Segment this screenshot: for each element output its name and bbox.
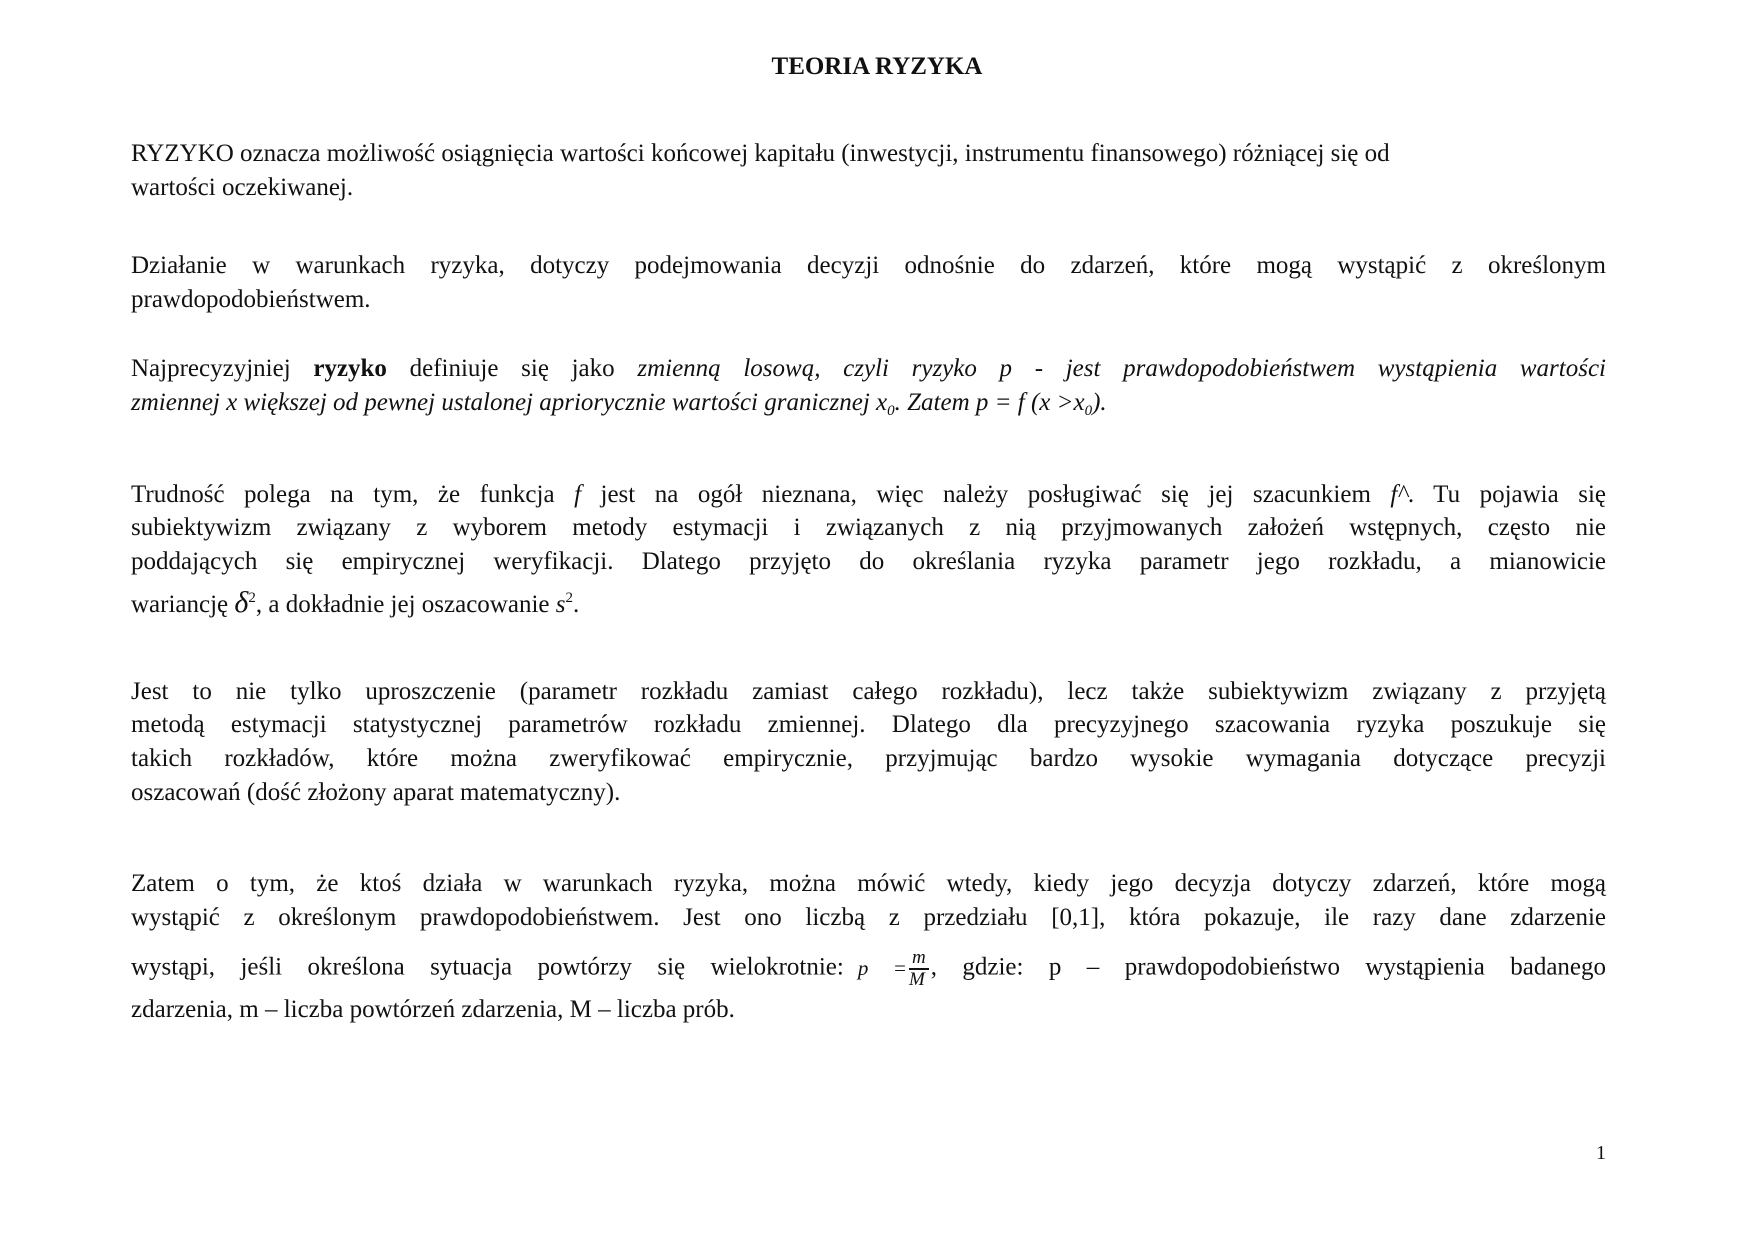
text-line — [131, 137, 1606, 171]
formula-text: p = — [857, 955, 907, 980]
text-run: , a dokładnie jej oszacowanie — [255, 591, 556, 618]
text-run: RYZYKO oznacza możliwość osiągnięcia wartości końcowej kapitału (inwestycji, instrumentu finansowego) różniącej się od — [131, 140, 1390, 167]
italic-text: s — [555, 591, 566, 618]
text-run: wystąpić z określonym prawdopodobieństwem. Jest ono liczbą z przedziału [0,1], która pokazuje, ile razy dane zdarzenie — [131, 904, 1606, 931]
fraction-numerator: m — [909, 948, 929, 970]
text-run: oszacowań (dość złożony aparat matematyczny). — [131, 779, 621, 806]
text-run: zdarzenia, m – liczba powtórzeń zdarzenia, M – liczba prób. — [131, 996, 735, 1023]
text-line — [131, 581, 1606, 619]
text-line — [131, 545, 1606, 579]
delta-symbol: δ — [234, 586, 249, 619]
text-run: subiektywizm związany z wyborem metody estymacji i związanych z nią przyjmowanych założeń wstępnych, często nie — [131, 514, 1606, 541]
text-run: jest na ogół nieznana, więc należy posługiwać się jej szacunkiem — [581, 481, 1391, 508]
text-line — [131, 867, 1606, 901]
text-line — [131, 993, 1606, 1027]
text-line — [131, 947, 1607, 990]
text-line — [131, 742, 1606, 776]
document-title: TEORIA RYZYKA — [771, 53, 983, 80]
text-run: . Tu pojawia się — [1407, 481, 1606, 508]
text-run: Działanie w warunkach ryzyka, dotyczy podejmowania decyzji odnośnie do zdarzeń, które mogą wystąpić z określonym — [131, 252, 1606, 279]
text-run: , gdzie: p – prawdopodobieństwo wystąpienia badanego — [930, 953, 1607, 981]
text-run: definiuje się jako — [386, 355, 638, 382]
subscript: 0 — [1084, 403, 1093, 419]
text-run: metodą estymacji statystycznej parametrów rozkładu zmiennej. Dlatego dla precyzyjnego szacowania ryzyka poszukuje się — [131, 711, 1606, 738]
italic-text: zmiennej x większej od pewnej ustalonej apriorycznie wartości granicznej x — [131, 389, 888, 416]
italic-text: f — [574, 481, 582, 508]
text-run: Najprecyzyjniej — [131, 355, 314, 382]
text-line — [131, 478, 1606, 512]
superscript: 2 — [565, 590, 573, 606]
text-run: wariancję — [131, 591, 235, 618]
text-line — [131, 352, 1606, 386]
italic-text: ). — [1092, 389, 1107, 416]
subscript: 0 — [887, 403, 895, 419]
text-run: Zatem o tym, że ktoś działa w warunkach ryzyka, można mówić wtedy, kiedy jego decyzja dotyczy zdarzeń, które mogą — [131, 870, 1606, 897]
bold-text: ryzyko — [313, 355, 387, 382]
text-run: prawdopodobieństwem. — [131, 286, 371, 313]
text-line — [131, 901, 1606, 935]
text-run: Jest to nie tylko uproszczenie (parametr rozkładu zamiast całego rozkładu), lecz także subiektywizm związany z przyjętą — [131, 678, 1606, 705]
text-line — [131, 675, 1606, 709]
italic-text: . Zatem p = f (x >x — [894, 389, 1085, 416]
text-line — [131, 283, 1606, 317]
text-run: wystąpi, jeśli określona sytuacja powtórzy się wielokrotnie: — [131, 953, 844, 981]
text-line — [131, 776, 1606, 810]
page-number: 1 — [1596, 1142, 1606, 1164]
text-run: . — [572, 591, 580, 618]
fraction-denominator: M — [908, 969, 925, 990]
italic-text: f^ — [1390, 481, 1408, 508]
superscript: 2 — [248, 590, 256, 606]
text-line — [131, 708, 1606, 742]
text-line — [131, 249, 1606, 283]
text-run: wartości oczekiwanej. — [131, 174, 354, 201]
text-line — [131, 511, 1606, 545]
italic-text: zmienną losową, czyli ryzyko p - jest prawdopodobieństwem wystąpienia wartości — [637, 355, 1606, 382]
text-run: Trudność polega na tym, że funkcja — [131, 481, 575, 508]
fraction-formula — [909, 948, 929, 990]
text-run: takich rozkładów, które można zweryfikować empirycznie, przyjmując bardzo wysokie wymagania dotyczące precyzji — [131, 745, 1606, 772]
text-line — [131, 171, 1606, 205]
text-line — [131, 386, 1606, 420]
text-run: poddających się empirycznej weryfikacji. Dlatego przyjęto do określania ryzyka parametr jego rozkładu, a mianowicie — [131, 548, 1606, 575]
